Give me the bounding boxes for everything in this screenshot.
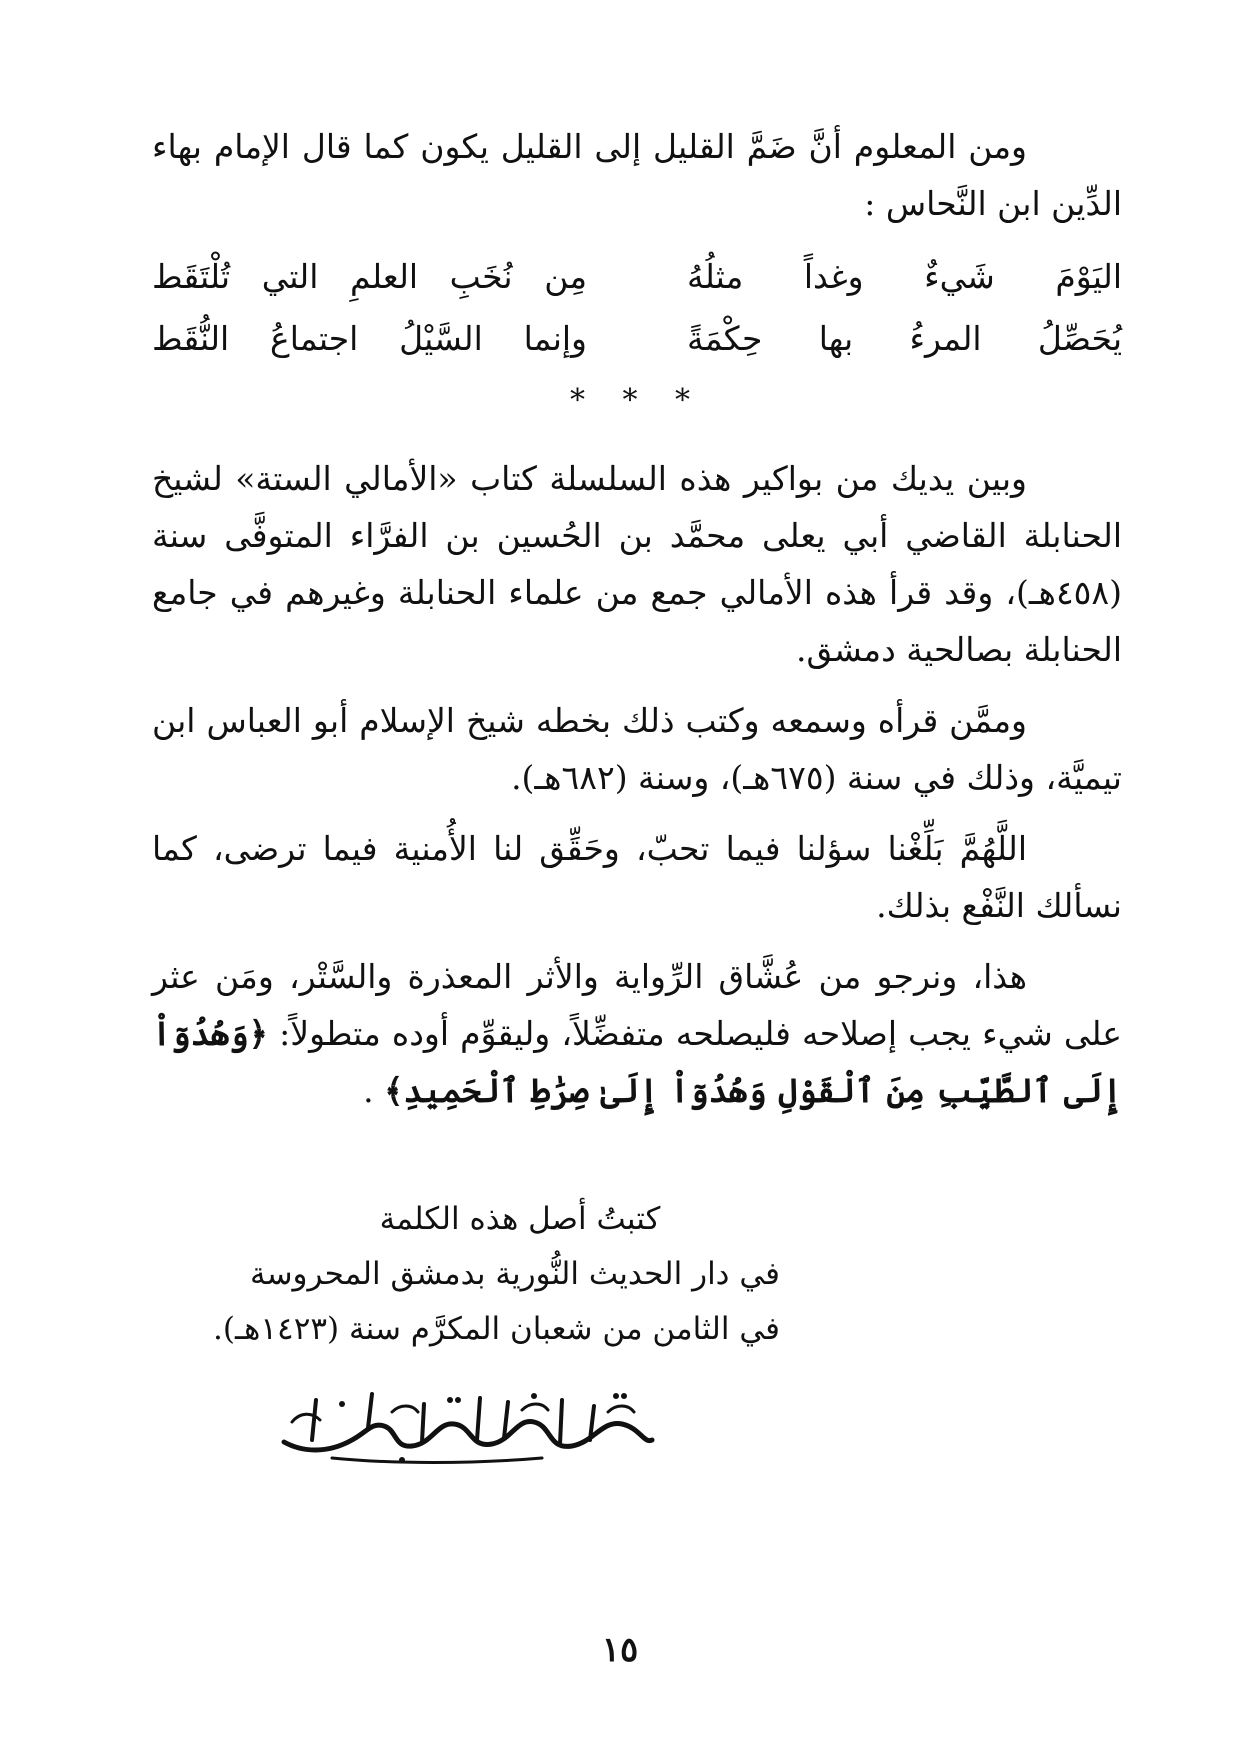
quran-verse: ﴿وَهُدُوٓاْ إِلَى ٱلطَّيِّبِ مِنَ ٱلْقَوْلِ وَهُدُوٓاْ إِلَىٰ صِرَٰطِ ٱلْحَمِيدِ﴾ [152, 1014, 1122, 1110]
intro-paragraph: ومن المعلوم أنَّ ضَمَّ القليل إلى القليل يكون كما قال الإمام بهاء الدِّين ابن النَّحاس : [152, 127, 1122, 223]
signoff-line: في الثامن من شعبان المكرَّم سنة (١٤٢٣هـ). [213, 1311, 780, 1347]
calligraphic-signature [272, 1382, 662, 1466]
section-separator: * * * [569, 383, 705, 418]
body-paragraph: وبين يديك من بواكير هذه السلسلة كتاب «الأمالي الستة» لشيخ الحنابلة القاضي أبي يعلى محمَّد بن الحُسين بن الفرَّاء المتوفَّى سنة (٤٥٨هـ)، وقد قرأ هذه الأمالي جمع من علماء الحنابلة وغيرهم في جامع الحنابلة بصالحية دمشق. [152, 459, 1122, 669]
poem-verse [152, 308, 1122, 370]
verse-hemistich-second: وإنما السَّيْلُ اجتماعُ النُّقَط [152, 319, 587, 358]
poem-verse [152, 246, 1122, 308]
body-paragraph: اللَّهُمَّ بَلِّغْنا سؤلنا فيما تحبّ، وحَقِّق لنا الأُمنية فيما ترضى، كما نسألك النَّفْع بذلك. [152, 829, 1122, 925]
signoff-line: في دار الحديث النُّورية بدمشق المحروسة [249, 1256, 780, 1292]
closing-text: هذا، ونرجو من عُشَّاق الرِّواية والأثر المعذرة والسَّتْر، ومَن عثر على شيء يجب إصلاحه فليصلحه متفضِّلاً، وليقوِّم أوده متطولاً: [152, 957, 1122, 1053]
poem [152, 246, 1122, 370]
main-content [152, 118, 1122, 1133]
verse-hemistich-first: اليَوْمَ شَيءٌ وغداً مثلُهُ [687, 257, 1122, 296]
signoff-line: كتبتُ أصل هذه الكلمة [379, 1201, 661, 1237]
verse-hemistich-second: مِن نُخَبِ العلمِ التي تُلْتَقَط [152, 257, 587, 296]
page-number: ١٥ [601, 1630, 639, 1670]
body-paragraph: وممَّن قرأه وسمعه وكتب ذلك بخطه شيخ الإسلام أبو العباس ابن تيميَّة، وذلك في سنة (٦٧٥هـ)، وسنة (٦٨٢هـ). [152, 701, 1122, 797]
closing-end: . [363, 1071, 374, 1110]
verse-hemistich-first: يُحَصِّلُ المرءُ بها حِكْمَةً [687, 319, 1122, 358]
closing-paragraph [152, 948, 1122, 1119]
author-signoff [213, 1192, 780, 1357]
